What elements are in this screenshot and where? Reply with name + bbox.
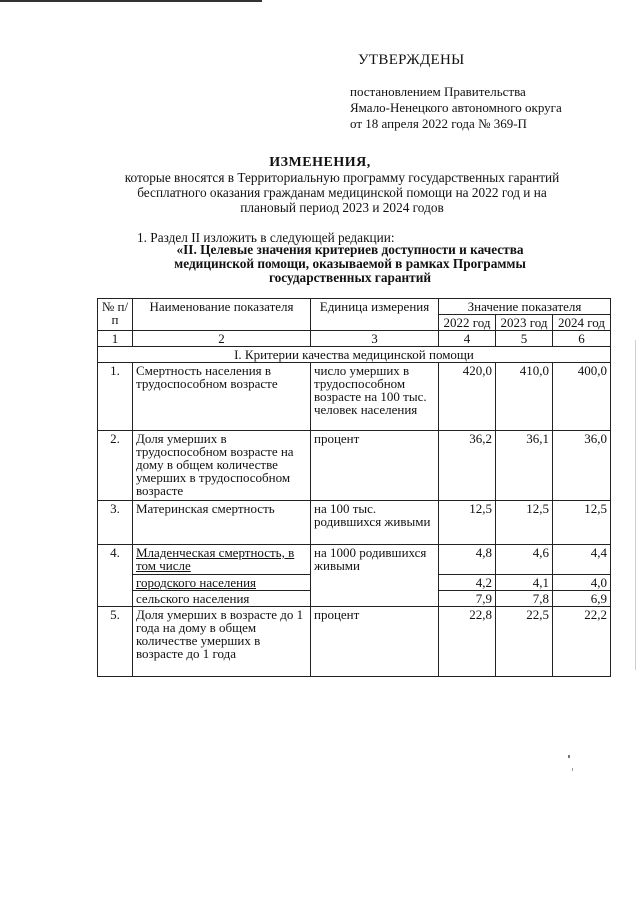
value-2022: 12,5 — [439, 501, 496, 545]
section-title — [150, 243, 550, 285]
row-unit: на 1000 родившихся живыми — [311, 545, 439, 607]
row-name: сельского населения — [133, 591, 311, 607]
header-name: Наименование показателя — [133, 299, 311, 331]
approved-heading: УТВЕРЖДЕНЫ — [358, 52, 465, 68]
value-2024: 6,9 — [553, 591, 611, 607]
value-2023: 410,0 — [496, 363, 553, 431]
col-number: 6 — [553, 331, 611, 347]
row-unit: на 100 тыс. родившихся живыми — [311, 501, 439, 545]
row-num: 5. — [98, 607, 133, 677]
value-2024: 4,4 — [553, 545, 611, 575]
col-number: 5 — [496, 331, 553, 347]
value-2023: 7,8 — [496, 591, 553, 607]
scan-edge-line — [635, 340, 636, 670]
table-row — [98, 431, 611, 501]
value-2022: 7,9 — [439, 591, 496, 607]
value-2023: 22,5 — [496, 607, 553, 677]
row-name: Доля умерших в трудоспособном возрасте на дому в общем количестве умерших в трудоспособном возрасте — [133, 431, 311, 501]
point-1-text: 1. Раздел II изложить в следующей редакции: — [137, 230, 395, 245]
column-numbers-row — [98, 331, 611, 347]
value-2023: 4,6 — [496, 545, 553, 575]
value-2023: 36,1 — [496, 431, 553, 501]
decree-line: Ямало-Ненецкого автономного округа — [350, 100, 562, 115]
row-num: 2. — [98, 431, 133, 501]
row-unit: процент — [311, 607, 439, 677]
subtitle-line: плановый период 2023 и 2024 годов — [240, 200, 444, 215]
value-2024: 400,0 — [553, 363, 611, 431]
section-title-line: «II. Целевые значения критериев доступности и качества — [176, 242, 524, 257]
header-year-2024: 2024 год — [553, 315, 611, 331]
decree-line: от 18 апреля 2022 года № 369-П — [350, 116, 527, 131]
row-name: Доля умерших в возрасте до 1 года на дому в общем количестве умерших в возрасте до 1 года — [133, 607, 311, 677]
value-2022: 4,8 — [439, 545, 496, 575]
subtitle-line: которые вносятся в Территориальную программу государственных гарантий — [124, 170, 560, 185]
row-name: Младенческая смертность, в том числе — [133, 545, 311, 575]
value-2022: 36,2 — [439, 431, 496, 501]
header-year-2022: 2022 год — [439, 315, 496, 331]
top-rule — [0, 0, 262, 2]
value-2024: 12,5 — [553, 501, 611, 545]
value-2022: 22,8 — [439, 607, 496, 677]
criteria-table — [97, 298, 611, 677]
section-title-line: медицинской помощи, оказываемой в рамках Программы — [174, 256, 526, 271]
value-2023: 4,1 — [496, 575, 553, 591]
value-2023: 12,5 — [496, 501, 553, 545]
row-num: 3. — [98, 501, 133, 545]
col-number: 4 — [439, 331, 496, 347]
row-name: городского населения — [133, 575, 311, 591]
value-2022: 4,2 — [439, 575, 496, 591]
col-number: 2 — [133, 331, 311, 347]
table-row — [98, 607, 611, 677]
section-heading: I. Критерии качества медицинской помощи — [98, 347, 611, 363]
decree-line: постановлением Правительства — [350, 84, 526, 99]
value-2022: 420,0 — [439, 363, 496, 431]
row-name: Материнская смертность — [133, 501, 311, 545]
row-unit: число умерших в трудоспособном возрасте на 100 тыс. человек населения — [311, 363, 439, 431]
col-number: 1 — [98, 331, 133, 347]
row-num: 1. — [98, 363, 133, 431]
section-heading-row — [98, 347, 611, 363]
table-row — [98, 501, 611, 545]
section-title-line: государственных гарантий — [268, 270, 432, 285]
scan-speck — [572, 768, 573, 771]
col-number: 3 — [311, 331, 439, 347]
table-row — [98, 545, 611, 575]
header-unit: Единица измерения — [311, 299, 439, 331]
decree-reference — [350, 84, 562, 132]
document-subtitle — [92, 170, 592, 215]
value-2024: 22,2 — [553, 607, 611, 677]
table-header-row — [98, 299, 611, 315]
value-2024: 36,0 — [553, 431, 611, 501]
header-year-2023: 2023 год — [496, 315, 553, 331]
scan-speck — [568, 755, 570, 758]
table-row — [98, 363, 611, 431]
row-unit: процент — [311, 431, 439, 501]
document-title: ИЗМЕНЕНИЯ, — [269, 155, 371, 170]
row-num: 4. — [98, 545, 133, 607]
subtitle-line: бесплатного оказания гражданам медицинской помощи на 2022 год и на — [137, 185, 547, 200]
row-name: Смертность населения в трудоспособном возрасте — [133, 363, 311, 431]
header-num: № п/п — [98, 299, 133, 331]
header-value: Значение показателя — [439, 299, 611, 315]
value-2024: 4,0 — [553, 575, 611, 591]
